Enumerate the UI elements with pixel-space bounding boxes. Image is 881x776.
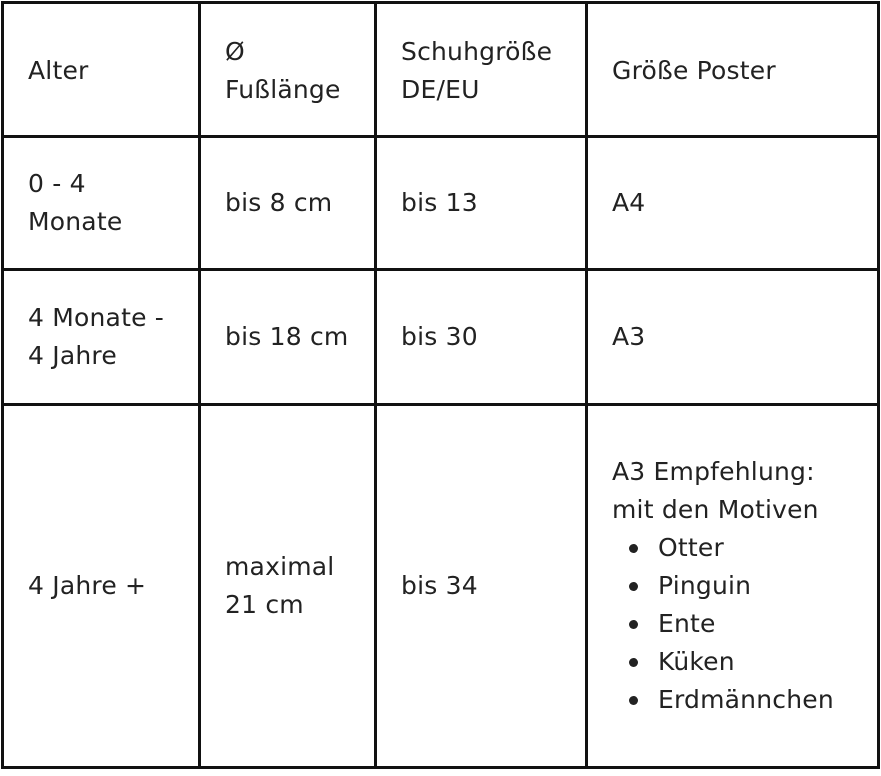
header-schuhgroesse — [376, 3, 587, 137]
cell-schuhgroesse — [376, 137, 587, 270]
cell-schuhgroesse — [376, 405, 587, 768]
cell-fusslaenge — [200, 405, 376, 768]
cell-fusslaenge-line2: 21 cm — [225, 590, 304, 619]
cell-poster-line1: A3 Empfehlung: — [612, 457, 815, 486]
cell-alter-line1: 4 Monate - — [28, 303, 165, 332]
list-item: Pinguin — [658, 567, 877, 605]
cell-schuhgroesse-value: bis 13 — [401, 188, 478, 217]
cell-poster — [587, 405, 879, 768]
cell-alter-line2: Monate — [28, 207, 123, 236]
list-item: Ente — [658, 605, 877, 643]
header-alter-line: Alter — [28, 55, 89, 85]
cell-alter — [3, 405, 200, 768]
cell-poster-line2: mit den Motiven — [612, 495, 819, 524]
list-item: Erdmännchen — [658, 681, 877, 719]
cell-fusslaenge-line1: bis 8 cm — [225, 188, 333, 217]
cell-alter — [3, 137, 200, 270]
header-fusslaenge-symbol: Ø — [225, 36, 245, 66]
cell-poster — [587, 137, 879, 270]
cell-fusslaenge-line1: maximal — [225, 552, 335, 581]
list-item: Küken — [658, 643, 877, 681]
cell-schuhgroesse-value: bis 30 — [401, 322, 478, 351]
cell-schuhgroesse — [376, 270, 587, 405]
cell-alter-line2: 4 Jahre — [28, 341, 117, 370]
table-header-row — [3, 3, 879, 137]
header-schuhgroesse-line1: Schuhgröße — [401, 36, 553, 66]
header-schuhgroesse-line2: DE/EU — [401, 74, 480, 104]
size-table — [1, 1, 880, 769]
cell-fusslaenge — [200, 137, 376, 270]
table-row — [3, 270, 879, 405]
cell-fusslaenge — [200, 270, 376, 405]
header-poster-line: Größe Poster — [612, 55, 776, 85]
cell-alter — [3, 270, 200, 405]
header-alter — [3, 3, 200, 137]
cell-alter-line1: 4 Jahre + — [28, 571, 147, 600]
cell-fusslaenge-line1: bis 18 cm — [225, 322, 349, 351]
cell-poster — [587, 270, 879, 405]
cell-alter-line1: 0 - 4 — [28, 169, 86, 198]
list-item: Otter — [658, 529, 877, 567]
header-fusslaenge — [200, 3, 376, 137]
table-row — [3, 405, 879, 768]
cell-schuhgroesse-value: bis 34 — [401, 571, 478, 600]
cell-poster-line1: A3 — [612, 322, 646, 351]
header-poster — [587, 3, 879, 137]
motive-list — [612, 529, 877, 719]
cell-poster-line1: A4 — [612, 188, 646, 217]
table-row — [3, 137, 879, 270]
header-fusslaenge-label: Fußlänge — [225, 74, 341, 104]
